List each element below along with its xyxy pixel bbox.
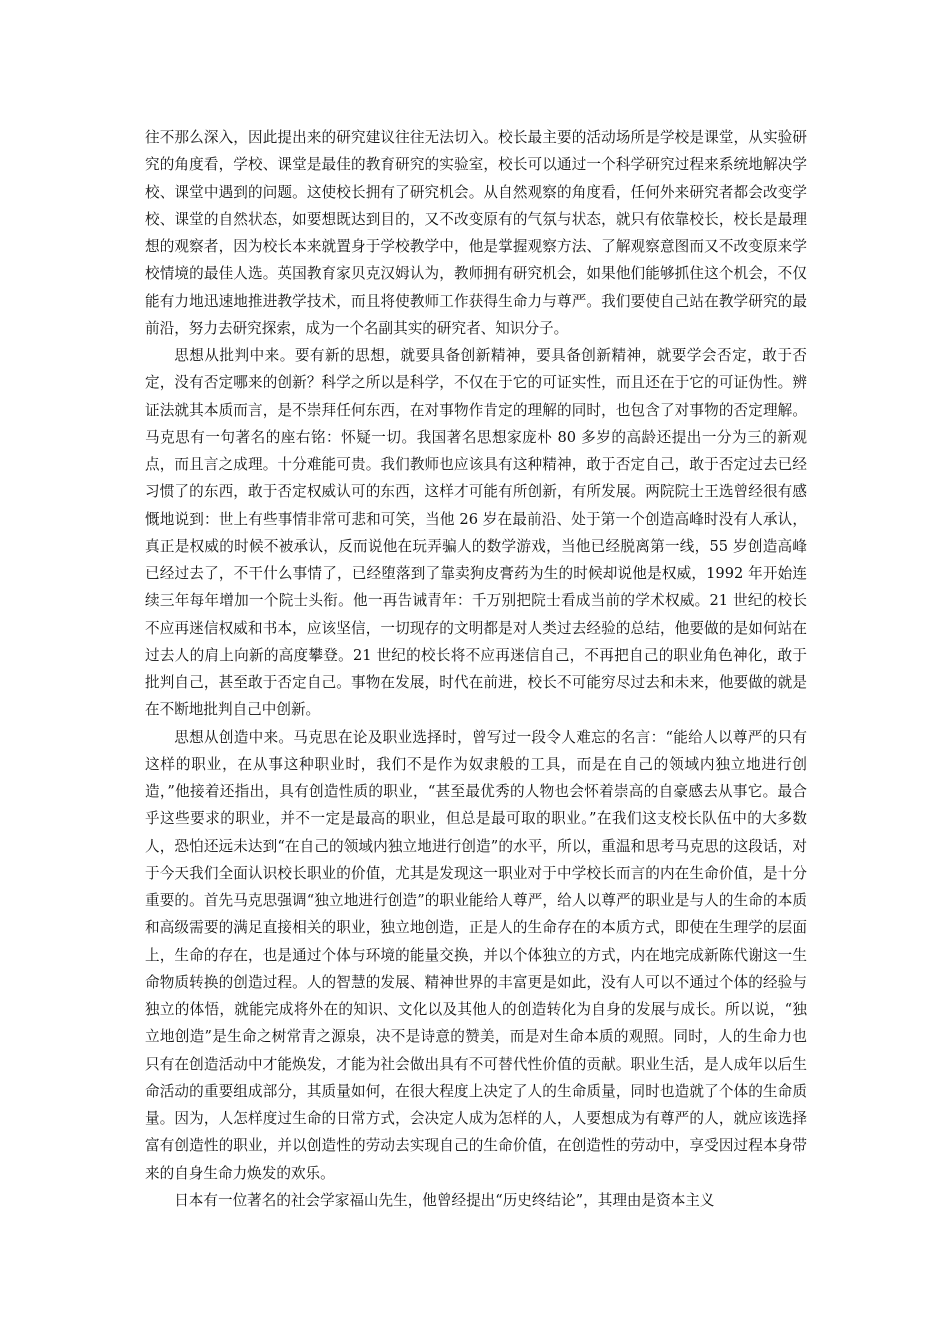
paragraph-thought-from-creation: 思想从创造中来。马克思在论及职业选择时，曾写过一段令人难忘的名言：“能给人以尊严的只有这样的职业，在从事这种职业时，我们不是作为奴隶般的工具，而是在自己的领域内独立地进行创造，”他接着还指出，具有创造性质的职业，“甚至最优秀的人物也会怀着崇高的自豪感去从事它。最合乎这些要求的职业，并不一定是最高的职业，但总是最可取的职业。”在我们这支校长队伍中的大多数人，恐怕还远未达到“在自己的领域内独立地进行创造”的水平，所以，重温和思考马克思的这段话，对于今天我们全面认识校长职业的价值，尤其是发现这一职业对于中学校长而言的内在生命价值，是十分重要的。首先马克思强调“独立地进行创造”的职业能给人尊严，给人以尊严的职业是与人的生命的本质和高级需要的满足直接相关的职业，独立地创造，正是人的生命存在的本质方式，即使在生理学的层面上，生命的存在，也是通过个体与环境的能量交换，并以个体独立的方式，内在地完成新陈代谢这一生命物质转换的创造过程。人的智慧的发展、精神世界的丰富更是如此，没有人可以不通过个体的经验与独立的体悟，就能完成将外在的知识、文化以及其他人的创造转化为自身的发展与成长。所以说，“独立地创造”是生命之树常青之源泉，决不是诗意的赞美，而是对生命本质的观照。同时，人的生命力也只有在创造活动中才能焕发，才能为社会做出具有不可替代性价值的贡献。职业生活，是人成年以后生命活动的重要组成部分，其质量如何，在很大程度上决定了人的生命质量，同时也造就了个体的生命质量。因为，人怎样度过生命的日常方式，会决定人成为怎样的人，人要想成为有尊严的人，就应该选择富有创造性的职业，并以创造性的劳动去实现自己的生命价值，在创造性的劳动中，享受因过程本身带来的自身生命力焕发的欢乐。 [145, 728, 807, 1182]
paragraph-research-opportunity: 往不那么深入，因此提出来的研究建议往往无法切入。校长最主要的活动场所是学校是课堂，从实验研究的角度看，学校、课堂是最佳的教育研究的实验室，校长可以通过一个科学研究过程来系统地解决学校、课堂中遇到的问题。这使校长拥有了研究机会。从自然观察的角度看，任何外来研究者都会改变学校、课堂的自然状态，如要想既达到目的，又不改变原有的气氛与状态，就只有依靠校长，校长是最理想的观察者，因为校长本来就置身于学校教学中，他是掌握观察方法、了解观察意图而又不改变原来学校情境的最佳人选。英国教育家贝克汉姆认为，教师拥有研究机会，如果他们能够抓住这个机会，不仅能有力地迅速地推进教学技术，而且将使教师工作获得生命力与尊严。我们要使自己站在教学研究的最前沿，努力去研究探索，成为一个名副其实的研究者、知识分子。 [145, 129, 807, 337]
paragraph-end-of-history: 日本有一位著名的社会学家福山先生，他曾经提出“历史终结论”，其理由是资本主义 [174, 1191, 715, 1209]
paragraph-thought-from-criticism: 思想从批判中来。要有新的思想，就要具备创新精神，要具备创新精神，就要学会否定，敢于否定，没有否定哪来的创新？科学之所以是科学，不仅在于它的可证实性，而且还在于它的可证伪性。辨证法就其本质而言，是不崇拜任何东西，在对事物作肯定的理解的同时，也包含了对事物的否定理解。马克思有一句著名的座右铭：怀疑一切。我国著名思想家庞朴 80 多岁的高龄还提出一分为三的新观点，而且言之成理。十分难能可贵。我们教师也应该具有这种精神，敢于否定自己，敢于否定过去已经习惯了的东西，敢于否定权威认可的东西，这样才可能有所创新，有所发展。两院院士王选曾经很有感慨地说到：世上有些事情非常可悲和可笑，当他 26 岁在最前沿、处于第一个创造高峰时没有人承认，真正是权威的时候不被承认，反而说他在玩弄骗人的数学游戏，当他已经脱离第一线，55 岁创造高峰已经过去了，不干什么事情了，已经堕落到了靠卖狗皮膏药为生的时候却说他是权威，1992 年开始连续三年每年增加一个院士头衔。他一再告诫青年：千万别把院士看成当前的学术权威。21 世纪的校长不应再迷信权威和书本，应该坚信，一切现存的文明都是对人类过去经验的总结，他要做的是如何站在过去人的肩上向新的高度攀登。21 世纪的校长将不应再迷信自己，不再把自己的职业角色神化，敢于批判自己，甚至敢于否定自己。事物在发展，时代在前进，校长不可能穷尽过去和未来，他要做的就是在不断地批判自己中创新。 [145, 347, 807, 719]
document-body [145, 124, 807, 1214]
